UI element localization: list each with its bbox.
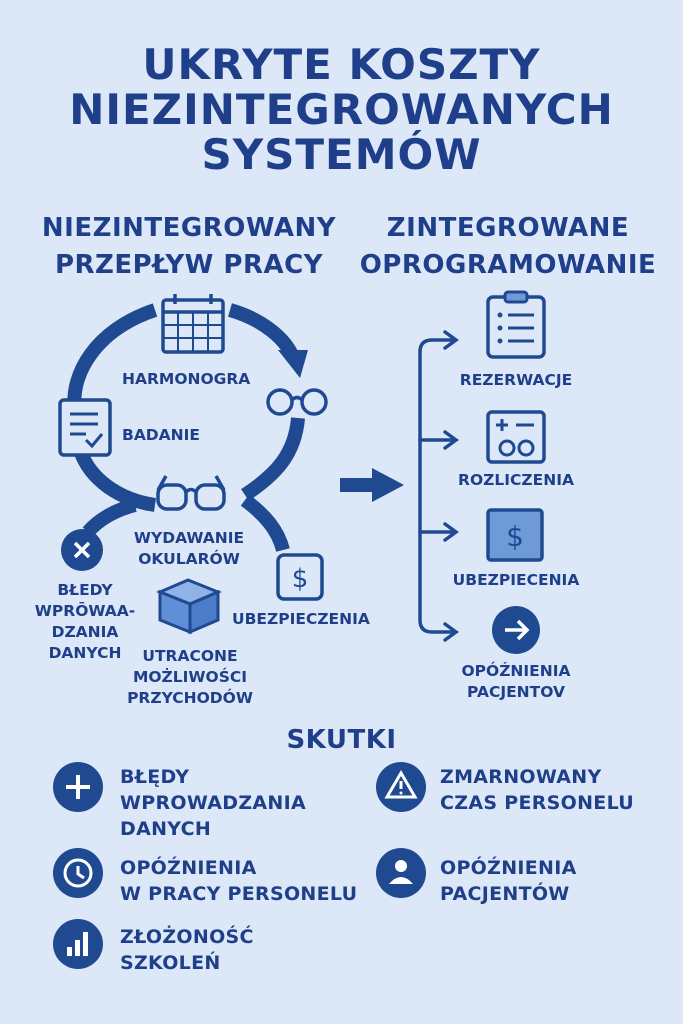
cost-insurance: UBEZPIECZENIA xyxy=(232,610,370,628)
effect-1-line-3: DANYCH xyxy=(120,818,212,840)
transition-arrow xyxy=(340,468,404,502)
dollar-icon xyxy=(488,510,542,560)
effect-5-line-1: ZŁOŻONOŚĆ xyxy=(120,926,254,948)
right-heading-line-1: ZINTEGROWANE xyxy=(386,213,630,243)
title-line-3: SYSTEMÓW xyxy=(201,130,482,179)
integrated-item-opoznienia xyxy=(446,661,586,703)
effect-2-line-2: CZAS PERSONELU xyxy=(440,792,635,814)
utracone-line-1: UTRACONE xyxy=(142,647,238,665)
title-line-2: NIEZINTEGROWANYCH xyxy=(69,85,614,134)
step-badanie: BADANIE xyxy=(122,426,200,444)
effect-3-line-2: W PRACY PERSONELU xyxy=(120,883,358,905)
integrated-item-ubezpiecenia: UBEZPIECENIA xyxy=(452,571,580,589)
step-harmonogram: HARMONOGRA xyxy=(122,370,251,388)
effects-heading: SKUTKI xyxy=(286,725,397,755)
effect-staff-work-delays xyxy=(120,855,357,907)
eyeglasses-icon xyxy=(158,476,224,509)
document-check-icon xyxy=(60,400,110,455)
bledy-line-2: WPRŌWAA- xyxy=(34,602,136,620)
left-heading-line-1: NIEZINTEGROWANY xyxy=(41,213,337,243)
opoznienia-line-2: PACJENTOV xyxy=(467,683,565,701)
box-icon xyxy=(160,580,218,632)
effect-1-line-2: WPROWADZANIA xyxy=(120,792,307,814)
clipboard-list-icon xyxy=(488,292,544,357)
effect-3-line-1: OPÓŹNIENIA xyxy=(120,857,257,879)
calculator-icon xyxy=(488,412,544,462)
effect-wasted-staff-time xyxy=(440,764,634,816)
utracone-line-3: PRZYCHODÓW xyxy=(127,689,253,707)
wydawanie-line-1: WYDAWANIE xyxy=(133,529,245,547)
title-line-1: UKRYTE KOSZTY xyxy=(142,40,541,89)
utracone-line-2: MOŻLIWOŚCI xyxy=(132,668,248,686)
dollar-icon xyxy=(278,555,322,599)
integrated-item-rozliczenia: ROZLICZENIA xyxy=(458,471,574,489)
effect-4-line-1: OPÓŹNIENIA xyxy=(440,857,577,879)
bledy-line-3: DZANIA xyxy=(51,623,119,641)
bledy-line-4: DANYCH xyxy=(48,644,122,662)
cost-lost-revenue xyxy=(120,646,260,709)
opoznienia-line-1: OPÓŹNIENIA xyxy=(461,662,571,680)
round-glasses-icon xyxy=(268,390,326,414)
effect-training-complexity xyxy=(120,924,254,976)
warning-icon xyxy=(376,762,426,812)
error-x-icon xyxy=(61,529,103,571)
right-heading-line-2: OPROGRAMOWANIE xyxy=(359,250,657,280)
calendar-icon xyxy=(163,294,223,352)
effect-5-line-2: SZKOLEŃ xyxy=(120,952,221,974)
left-heading-line-2: PRZEPŁYW PRACY xyxy=(54,250,324,280)
step-wydawanie-okularow xyxy=(124,528,254,570)
wydawanie-line-2: OKULARÓW xyxy=(138,550,240,568)
effect-data-entry-errors xyxy=(120,764,306,842)
clock-icon xyxy=(53,848,103,898)
bar-chart-icon xyxy=(53,919,103,969)
effect-patient-delays xyxy=(440,855,577,907)
user-icon xyxy=(376,848,426,898)
svg-text:$: $ xyxy=(291,564,309,594)
integrated-item-rezerwacje: REZERWACJE xyxy=(459,371,573,389)
effect-1-line-1: BŁĘDY xyxy=(120,766,190,788)
svg-text:$: $ xyxy=(506,520,524,553)
arrow-circle-icon xyxy=(492,606,540,654)
bledy-line-1: BŁEDY xyxy=(57,581,113,599)
plus-circle-icon xyxy=(53,762,103,812)
effect-4-line-2: PACJENTÓW xyxy=(440,883,570,905)
effect-2-line-1: ZMARNOWANY xyxy=(440,766,602,788)
cycle-arrowhead xyxy=(278,350,308,378)
